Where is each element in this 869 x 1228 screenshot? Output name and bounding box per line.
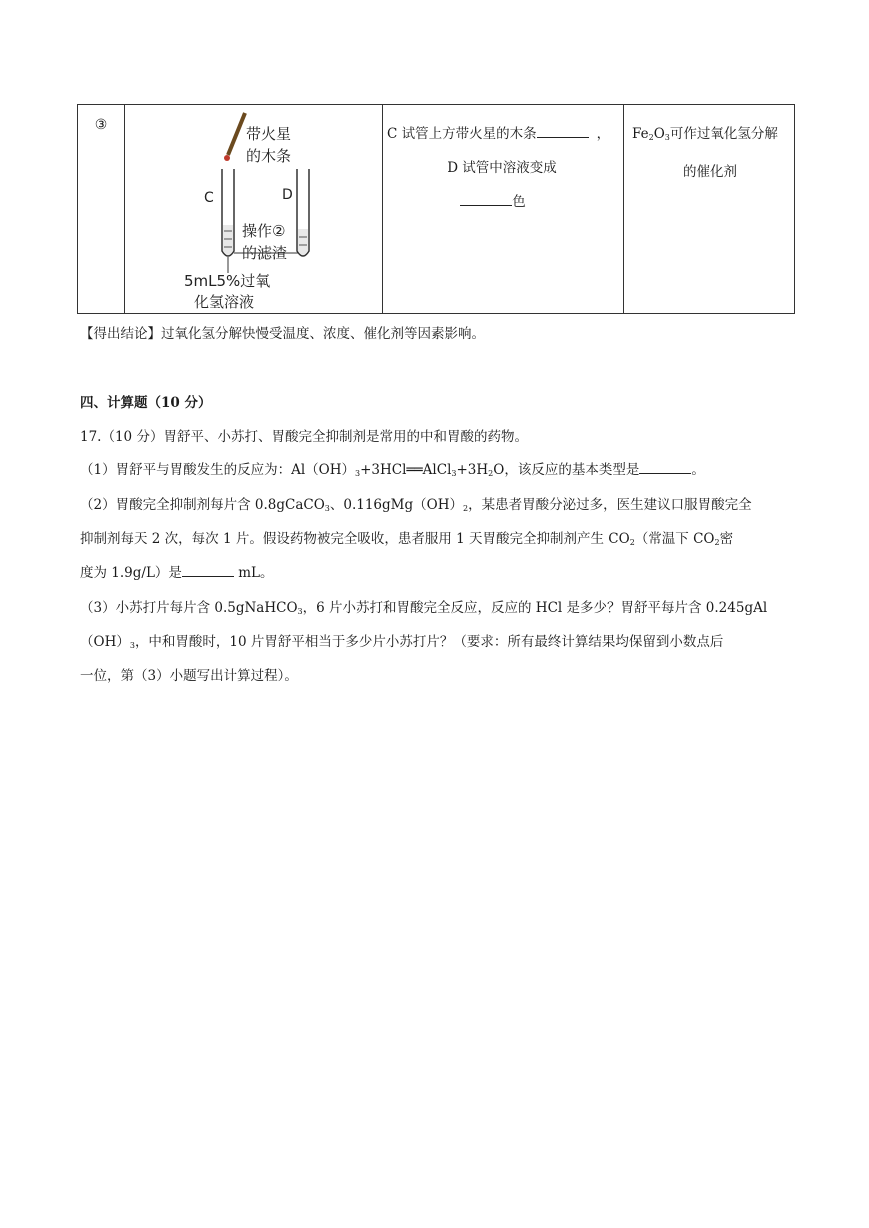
tube-d-liquid <box>298 229 308 255</box>
label-tube-d: D <box>282 187 293 203</box>
conclusion-paragraph: 【得出结论】过氧化氢分解快慢受温度、浓度、催化剂等因素影响。 <box>80 326 485 342</box>
q17-part3-line1: （3）小苏打片每片含 0.5gNaHCO$_3$，6 片小苏打和胃酸完全反应，反应的 HCl 是多少？胃舒平每片含 0.245gAl <box>80 600 768 616</box>
phenomenon-line-2: D 试管中溶液变成 <box>447 160 557 176</box>
q17-part2-line2: 抑制剂每天 2 次，每次 1 片。假设药物被完全吸收，患者服用 1 天胃酸完全抑制剂产生 $CO_2$（常温下 $CO_2$密 <box>80 531 734 547</box>
conclusion-cell <box>624 105 795 314</box>
answer-blank[interactable] <box>460 192 512 206</box>
label-tube-c: C <box>204 190 214 206</box>
splint <box>228 113 245 155</box>
q17-part3-line3: 一位，第（3）小题写出计算过程）。 <box>80 668 298 684</box>
label-residue-2: 的滤渣 <box>242 244 288 262</box>
label-splint-2: 的木条 <box>246 147 292 165</box>
q17-part3-line2: $(OH)_3$，中和胃酸时，10 片胃舒平相当于多少片小苏打片？（要求：所有最终计算结果均保留到小数点后 <box>80 634 724 650</box>
label-solution-1: 5mL5%过氧 <box>184 272 271 290</box>
phenomenon-line-3: 色 <box>387 185 617 219</box>
q17-part2-line3: 度为 1.9g/L）是 mL。 <box>80 565 274 581</box>
label-splint-1: 带火星 <box>246 125 292 143</box>
label-residue-1: 操作② <box>242 222 286 240</box>
q17-intro: 17.（10 分）胃舒平、小苏打、胃酸完全抑制剂是常用的中和胃酸的药物。 <box>80 429 528 445</box>
splint-glow <box>224 155 230 161</box>
answer-blank[interactable] <box>639 460 691 474</box>
tube-c-liquid <box>223 225 233 255</box>
conclusion-line-2: 的催化剂 <box>683 164 737 180</box>
label-solution-2: 化氢溶液 <box>194 293 255 311</box>
answer-blank[interactable] <box>537 124 589 138</box>
q17-part2-line1: （2）胃酸完全抑制剂每片含 0.8gCaCO$_3$、$0.116gMg(OH)_2$，某患者胃酸分泌过多，医生建议口服胃酸完全 <box>80 497 752 513</box>
answer-blank[interactable] <box>182 563 234 577</box>
row-number: ③ <box>94 117 108 133</box>
q17-part1: （1）胃舒平与胃酸发生的反应为：$Al(OH)_3+3HCl══AlCl_3+3H_2O$，该反应的基本类型是 。 <box>80 462 705 478</box>
phenomenon-cell <box>383 105 624 314</box>
conclusion-line-1: $Fe_2O_3$可作过氧化氢分解 <box>632 126 778 142</box>
row-number-cell <box>78 105 125 314</box>
test-tube-figure <box>124 105 381 315</box>
section-heading: 四、计算题（10 分） <box>80 395 212 411</box>
phenomenon-line-1: C 试管上方带火星的木条 ， <box>387 126 611 142</box>
